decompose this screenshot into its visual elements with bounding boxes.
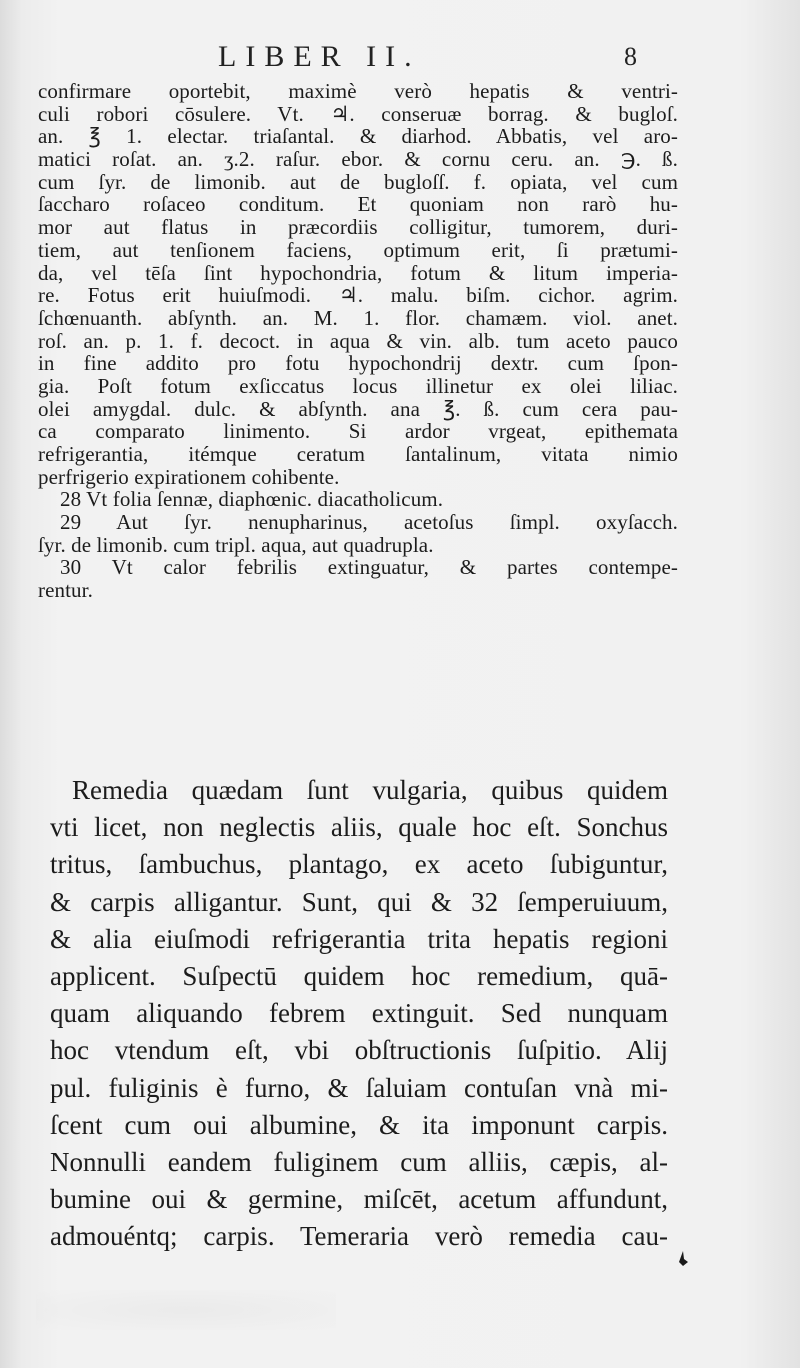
note-line: re. Fotus erit huiuſmodi. ♃. malu. biſm. cichor. agrim. [38,283,678,308]
page-number: 8 [624,42,637,71]
ink-mark-icon [676,1250,690,1268]
text-line: Remedia quædam ſunt vulgaria, quibus quidem [72,775,668,805]
text-line: & alia eiuſmodi refrigerantia trita hepatis regioni [50,923,668,954]
note-line: mor aut flatus in præcordiis colligitur, tumorem, duri- [38,215,678,240]
text-line: & carpis alligantur. Sunt, qui & 32 ſemperuiuum, [50,886,668,917]
note-line: culi robori cōsulere. Vt. ♃. conseruæ borrag. & bugloſ. [38,101,678,126]
note-line: in fine addito pro fotu hypochondrij dextr. cum ſpon- [38,351,678,376]
numbered-note: 30 Vt calor febrilis extinguatur, & partes contempe- [60,555,678,580]
note-line: ſaccharo roſaceo conditum. Et quoniam non rarò hu- [38,192,678,217]
note-line: confirmare oportebit, maximè verò hepatis & ventri- [38,79,678,103]
text-line: admouéntq; carpis. Temeraria verò remedia cau- [50,1221,668,1252]
text-line: tritus, ſambuchus, plantago, ex aceto ſubiguntur, [50,849,668,880]
note-line: tiem, aut tenſionem faciens, optimum erit, ſi prætumi- [38,237,678,262]
note-line: refrigerantia, itémque ceratum ſantalinum, vitata nimio [38,442,678,466]
numbered-note: 29 Aut ſyr. nenupharinus, acetoſus ſimpl. oxyſacch. [60,510,678,535]
note-line: an. ℥ 1. electar. triaſantal. & diarhod. Abbatis, vel aro- [38,124,678,149]
page-header [0,40,800,80]
annotation-block [38,80,678,602]
text-line: pul. fuliginis è furno, & ſaluiam contuſan vnà mi- [50,1072,668,1103]
text-line: vti licet, non neglectis aliis, quale hoc eſt. Sonchus [50,812,668,843]
text-line: applicent. Suſpectū quidem hoc remedium, quā- [50,960,668,991]
note-line: olei amygdal. dulc. & abſynth. ana ℥. ß. cum cera pau- [38,396,678,421]
note-line: ca comparato linimento. Si ardor vrgeat, epithemata [38,419,678,444]
main-text-block [50,772,668,1255]
note-line: roſ. an. p. 1. f. decoct. in aqua & vin. alb. tum aceto pauco [38,328,678,353]
note-line: da, vel tēſa ſint hypochondria, fotum & litum imperia- [38,260,678,285]
text-line: hoc vtendum eſt, vbi obſtructionis ſuſpitio. Alij [50,1035,668,1066]
note-line: ſchœnuanth. abſynth. an. M. 1. flor. chamæm. viol. anet. [38,305,678,330]
note-line: rentur. [38,578,93,603]
note-line: perfrigerio expirationem cohibente. [38,464,340,489]
note-line: ſyr. de limonib. cum tripl. aqua, aut quadrupla. [38,532,434,557]
text-line: quam aliquando febrem extinguit. Sed nunquam [50,998,668,1029]
note-line: matici roſat. an. ʒ.2. raſur. ebor. & cornu ceru. an. ℈. ß. [38,147,678,172]
paper-stain [36,1290,336,1330]
running-head: LIBER II. [218,40,421,73]
note-line: gia. Poſt fotum exſiccatus locus illinetur ex olei liliac. [38,373,678,398]
note-line: cum ſyr. de limonib. aut de bugloſſ. f. opiata, vel cum [38,169,678,194]
text-line: Nonnulli eandem fuliginem cum alliis, cæpis, al- [50,1146,668,1177]
text-line: bumine oui & germine, miſcēt, acetum affundunt, [50,1184,668,1215]
text-line: ſcent cum oui albumine, & ita imponunt carpis. [50,1109,668,1140]
numbered-note: 28 Vt folia ſennæ, diaphœnic. diacatholicum. [60,487,444,512]
